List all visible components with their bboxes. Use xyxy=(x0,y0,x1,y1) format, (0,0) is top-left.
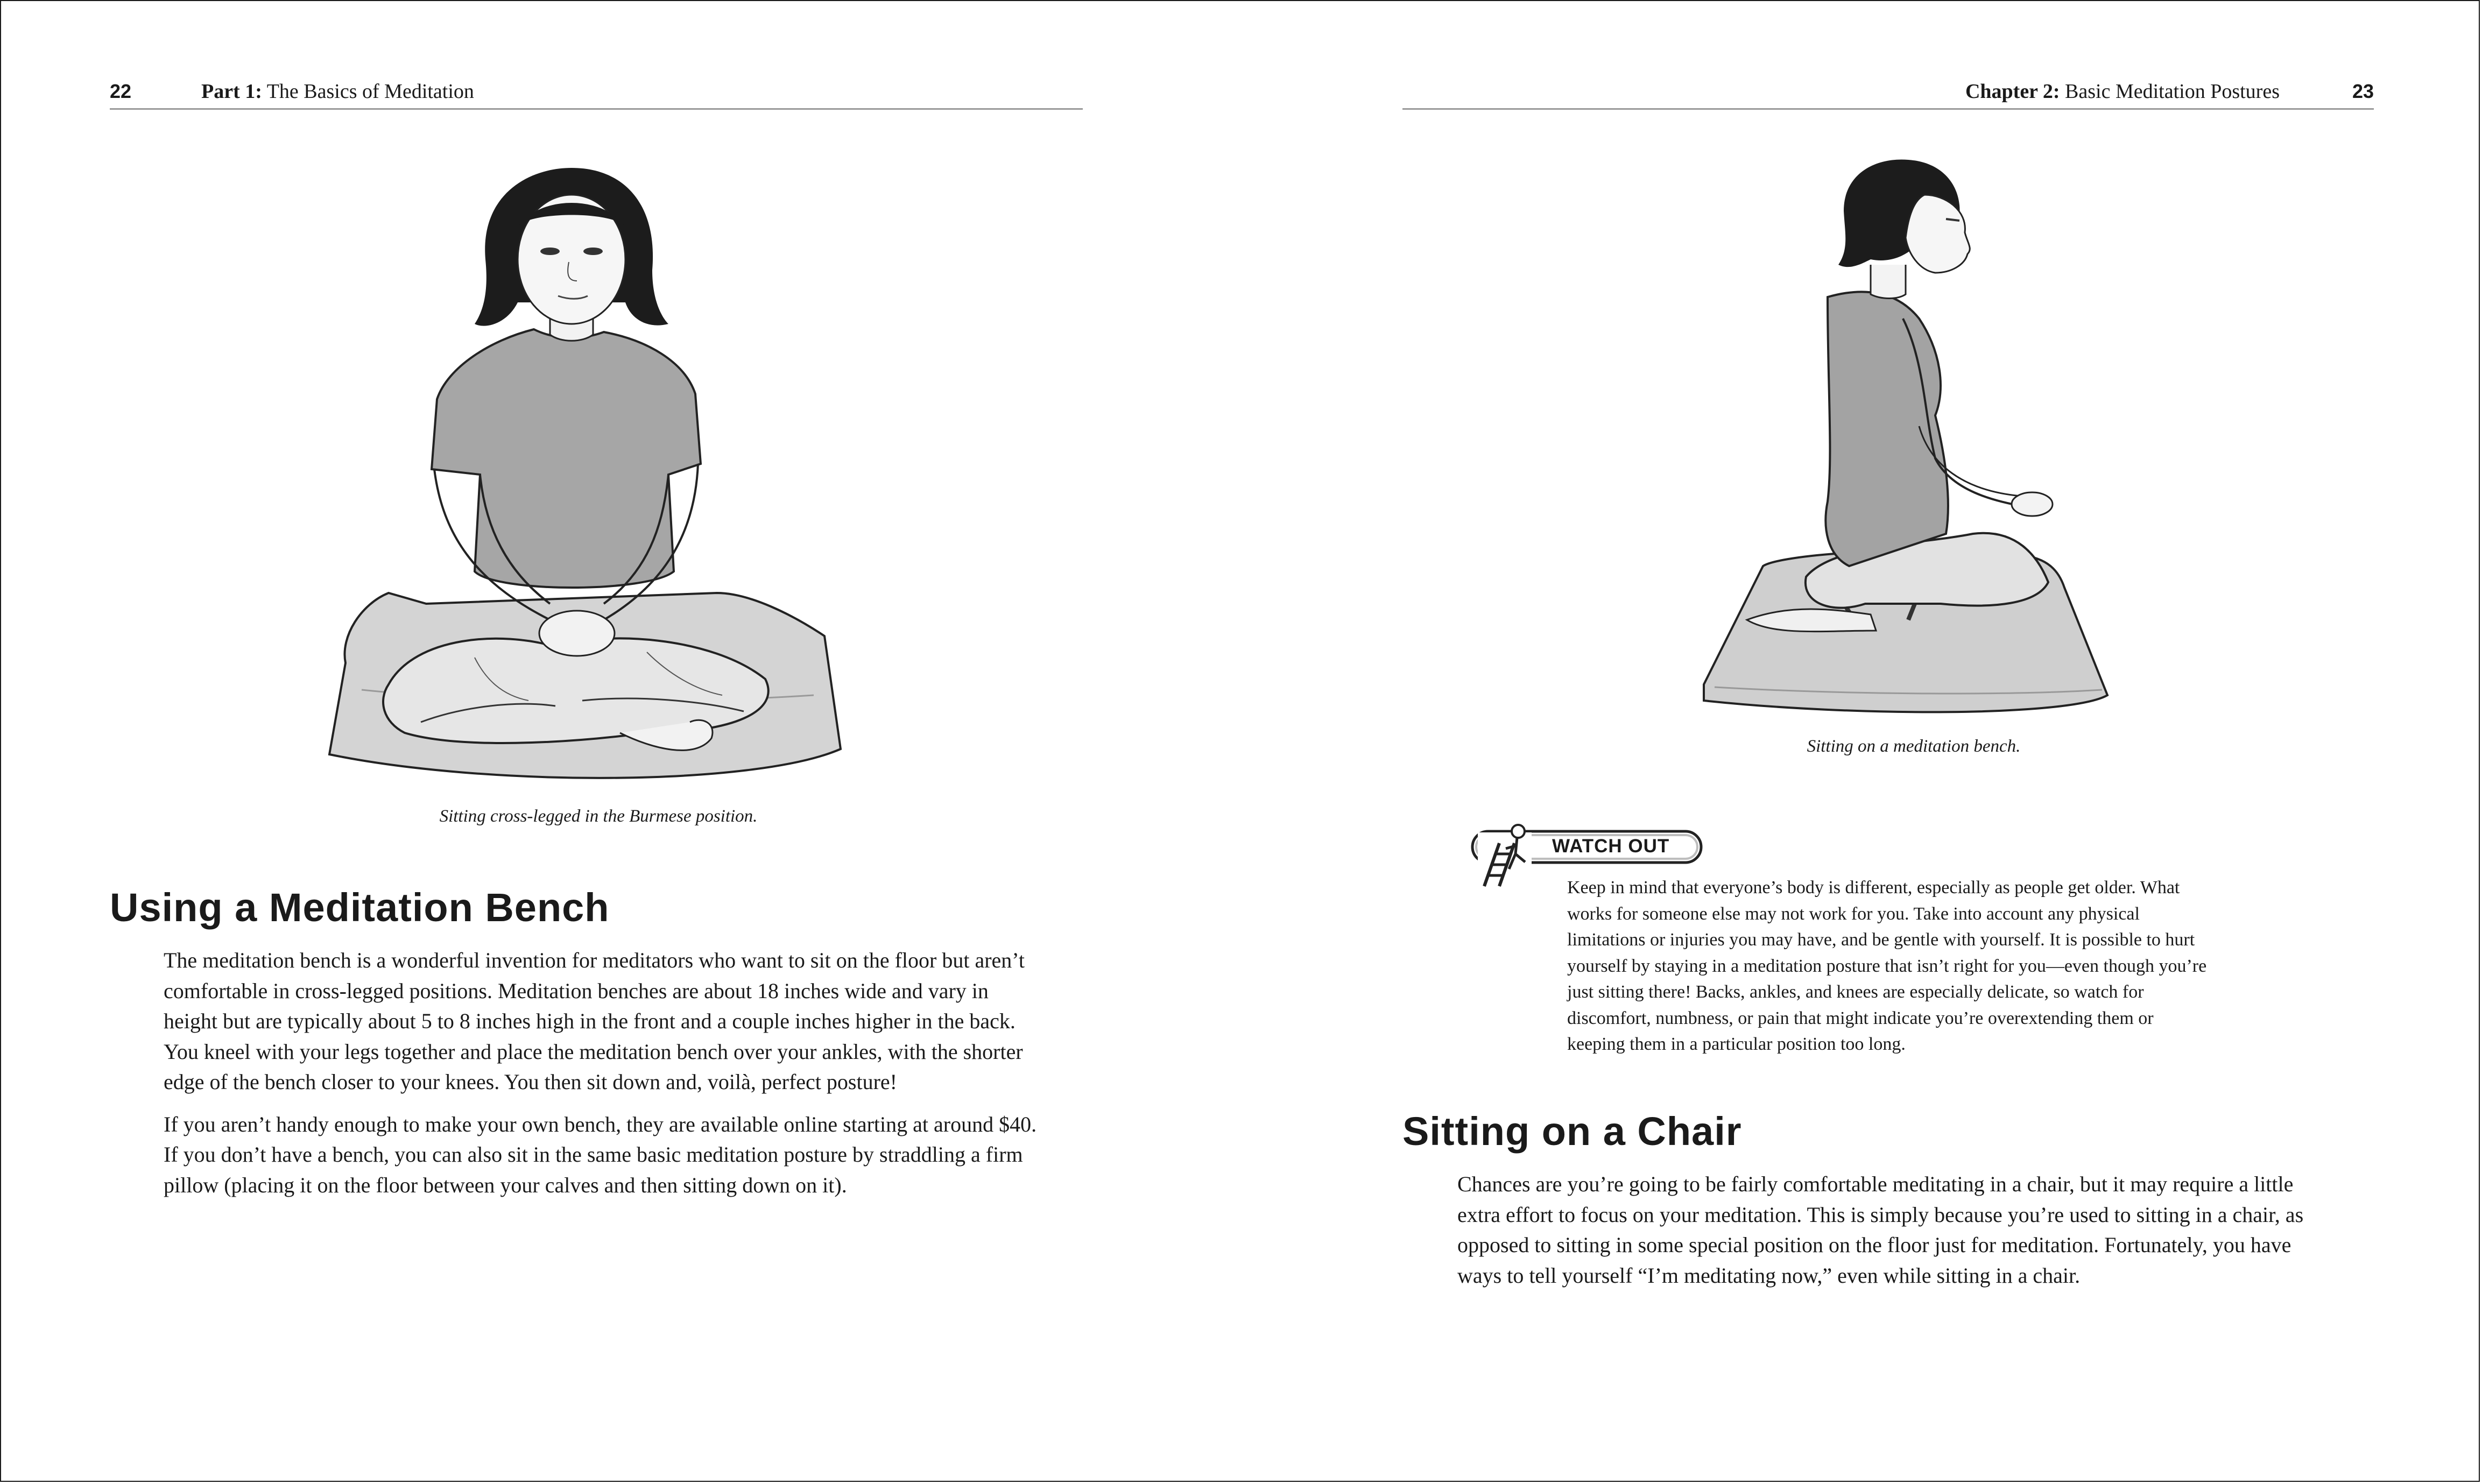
section-body xyxy=(164,945,1046,1212)
left-page xyxy=(1,1,1241,1483)
part-label: Part 1: xyxy=(201,80,262,103)
figure-caption: Sitting cross-legged in the Burmese position. xyxy=(439,807,758,826)
section-title: Using a Meditation Bench xyxy=(110,885,610,930)
paragraph: Chances are you’re going to be fairly comfortable meditating in a chair, but it may require a little extra effort to focus on your meditation. This is simply because you’re used to sitting in a chair, as opposed to sitting in some special position on the floor just for meditation. Fortunately, you have ways to tell yourself “I’m meditating now,” even while sitting in a chair. xyxy=(1457,1172,2304,1288)
page-number: 22 xyxy=(110,80,132,102)
chapter-heading xyxy=(1965,81,2280,102)
meditation-bench-illustration xyxy=(1693,157,2134,722)
ladder-fall-icon xyxy=(1478,825,1532,886)
paragraph: If you aren’t handy enough to make your own bench, they are available online starting at around $40. If you don’t have a bench, you can also sit in the same basic meditation posture by straddling a firm pillow (placing it on the floor between your calves and then sitting down on it). xyxy=(164,1112,1037,1197)
chapter-label: Chapter 2: xyxy=(1965,80,2060,103)
part-heading xyxy=(201,81,474,102)
watch-out-text: Keep in mind that everyone’s body is different, especially as people get older. What works for someone else may not work for you. Take into account any physical limitations or injuries you may have, and be gentle with yourself. It is possible to hurt yourself by staying in a meditation posture that isn’t right for you—even though you’re just sitting there! Backs, ankles, and knees are especially delicate, so watch for discomfort, numbness, or pain that might indicate you’re overextending them or keeping them in a particular position too long. xyxy=(1567,878,2207,1054)
paragraph: The meditation bench is a wonderful invention for meditators who want to sit on the floor but aren’t comfortable in cross-legged positions. Meditation benches are about 18 inches wide and vary in height but are typically about 5 to 8 inches high in the front and a couple inches higher in the back. You kneel with your legs together and place the meditation bench over your ankles, with the shorter edge of the bench closer to your knees. You then sit down and, voilà, perfect posture! xyxy=(164,948,1025,1094)
section-title: Sitting on a Chair xyxy=(1402,1109,1742,1154)
page-number: 23 xyxy=(2352,80,2374,102)
watch-out-label: WATCH OUT xyxy=(1552,836,1670,857)
right-page xyxy=(1241,1,2481,1483)
burmese-position-illustration xyxy=(324,162,873,787)
running-head xyxy=(110,81,1083,110)
running-head xyxy=(1402,81,2374,110)
chapter-title: Basic Meditation Postures xyxy=(2065,80,2280,103)
part-title: The Basics of Meditation xyxy=(266,80,474,103)
figure-caption: Sitting on a meditation bench. xyxy=(1807,737,2021,756)
section-body xyxy=(1457,1169,2340,1303)
